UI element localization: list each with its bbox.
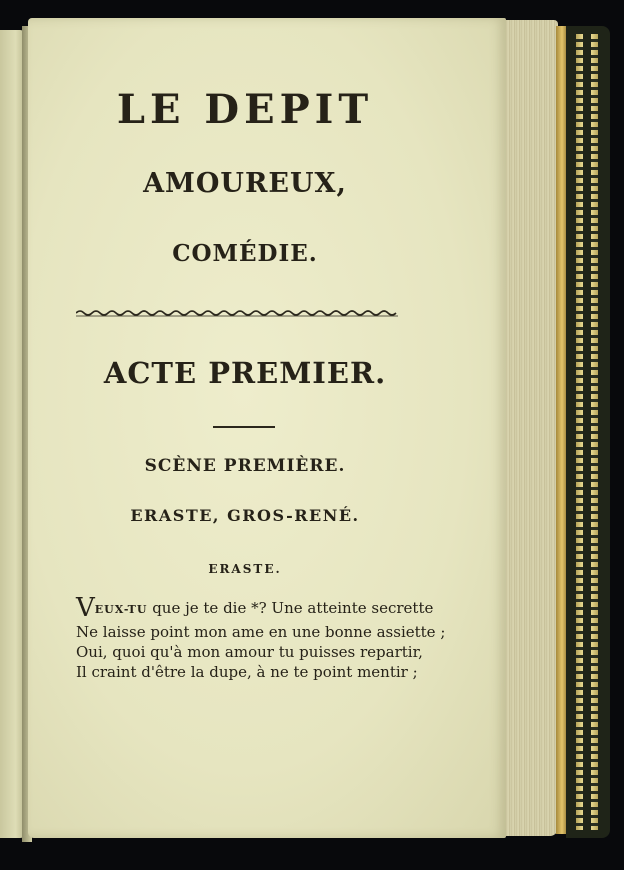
book-page xyxy=(28,18,506,838)
drop-cap: V xyxy=(76,593,95,623)
character-list: ERASTE, GROS-RENÉ. xyxy=(130,506,360,525)
page-edges xyxy=(500,20,558,836)
scene-heading: SCÈNE PREMIÈRE. xyxy=(144,456,346,476)
act-heading: ACTE PREMIER. xyxy=(103,356,387,390)
verse-line-2: Ne laisse point mon ame en une bonne assiette ; xyxy=(76,623,446,641)
verse-line-1-text: que je te die *? Une atteinte secrette xyxy=(147,599,434,617)
verse-smallcaps: EUX-TU xyxy=(94,603,148,616)
title-line-3: COMÉDIE. xyxy=(172,240,318,267)
title-line-1: LE DEPIT xyxy=(116,86,374,133)
wavy-rule xyxy=(76,306,398,320)
speaker-name: ERASTE. xyxy=(208,562,282,576)
title-line-2: AMOUREUX, xyxy=(143,168,347,199)
verse-line-1 xyxy=(76,593,434,623)
verse-line-3: Oui, quoi qu'à mon amour tu puisses repartir, xyxy=(76,643,423,661)
verse-line-4: Il craint d'être la dupe, à ne te point mentir ; xyxy=(76,663,418,681)
spine-inner-strip xyxy=(583,34,591,830)
short-rule xyxy=(213,426,275,428)
